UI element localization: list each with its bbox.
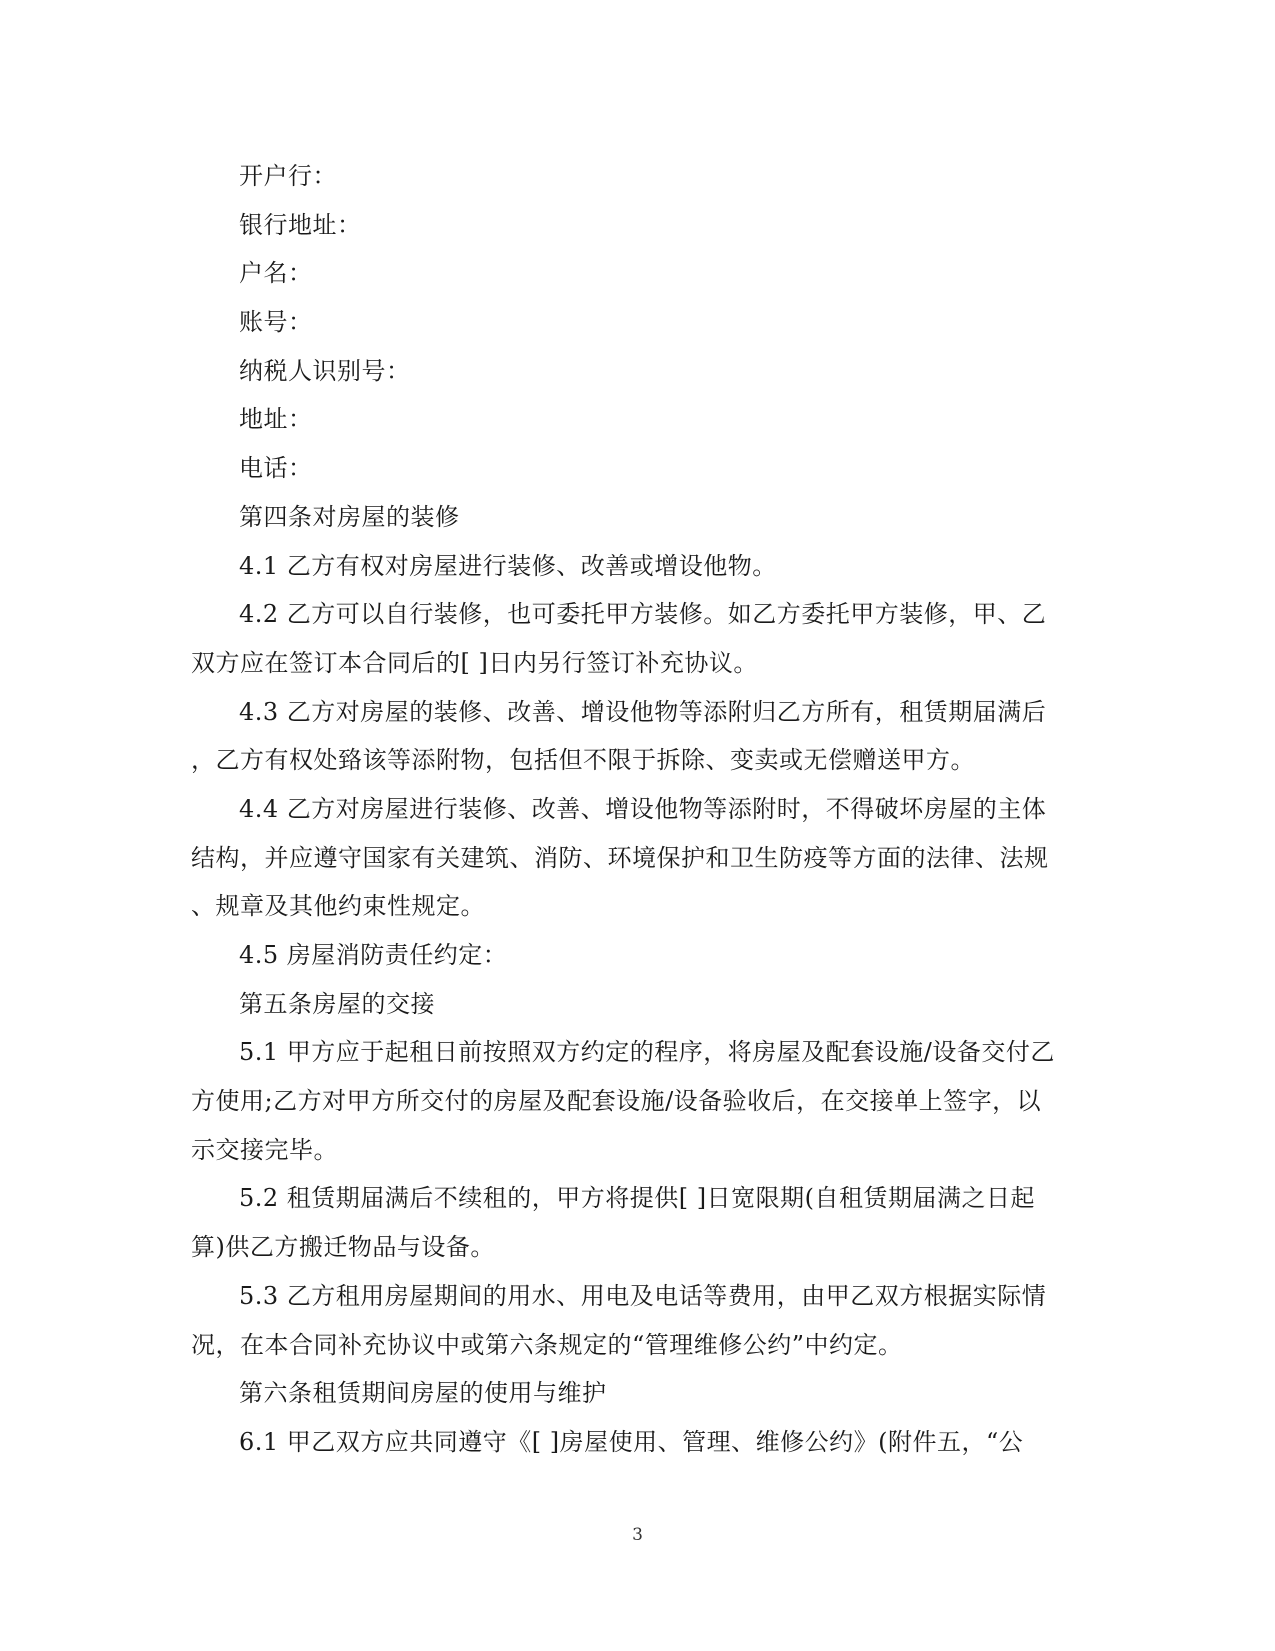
- clause-4-3-line-2: ，乙方有权处臵该等添附物，包括但不限于拆除、变卖或无偿赠送甲方。: [191, 746, 975, 775]
- clause-5-1-line-1: 5.1 甲方应于起租日前按照双方约定的程序，将房屋及配套设施/设备交付乙: [239, 1038, 1055, 1067]
- clause-6-1-line-1: 6.1 甲乙双方应共同遵守《[ ]房屋使用、管理、维修公约》(附件五，“公: [239, 1427, 1024, 1456]
- clause-5-2-line-1: 5.2 租赁期届满后不续租的，甲方将提供[ ]日宽限期(自租赁期届满之日起: [239, 1184, 1036, 1213]
- clause-4-3-line-1: 4.3 乙方对房屋的装修、改善、增设他物等添附归乙方所有，租赁期届满后: [239, 697, 1047, 726]
- field-bank: 开户行：: [239, 162, 337, 190]
- clause-5-1-line-2: 方使用;乙方对甲方所交付的房屋及配套设施/设备验收后，在交接单上签字，以: [191, 1087, 1042, 1116]
- clause-4-2-line-1: 4.2 乙方可以自行装修，也可委托甲方装修。如乙方委托甲方装修，甲、乙: [239, 600, 1047, 629]
- field-phone: 电话：: [239, 454, 313, 483]
- article-4-heading: 第四条对房屋的装修: [239, 502, 460, 531]
- field-account-name: 户名：: [239, 259, 313, 288]
- clause-4-1: 4.1 乙方有权对房屋进行装修、改善或增设他物。: [239, 551, 777, 580]
- clause-4-5: 4.5 房屋消防责任约定：: [239, 941, 508, 969]
- field-account-number: 账号：: [239, 308, 313, 337]
- article-5-heading: 第五条房屋的交接: [239, 989, 435, 1018]
- page-number: 3: [632, 1525, 643, 1545]
- field-bank-address: 银行地址：: [239, 210, 362, 239]
- clause-4-2-line-2: 双方应在签订本合同后的[ ]日内另行签订补充协议。: [191, 648, 758, 677]
- clause-5-3-line-1: 5.3 乙方租用房屋期间的用水、用电及电话等费用，由甲乙双方根据实际情: [239, 1281, 1047, 1310]
- clause-4-4-line-1: 4.4 乙方对房屋进行装修、改善、增设他物等添附时，不得破坏房屋的主体: [239, 794, 1047, 823]
- body-text: [191, 152, 1071, 1467]
- clause-4-4-line-2: 结构，并应遵守国家有关建筑、消防、环境保护和卫生防疫等方面的法律、法规: [191, 843, 1049, 872]
- field-taxpayer-id: 纳税人识别号：: [239, 356, 411, 385]
- clause-5-3-line-2: 况，在本合同补充协议中或第六条规定的“管理维修公约”中约定。: [191, 1330, 903, 1359]
- clause-4-4-line-3: 、规章及其他约束性规定。: [191, 892, 485, 921]
- clause-5-1-line-3: 示交接完毕。: [191, 1135, 338, 1164]
- clause-5-2-line-2: 算)供乙方搬迁物品与设备。: [191, 1233, 495, 1262]
- field-address: 地址：: [239, 405, 313, 434]
- article-6-heading: 第六条租赁期间房屋的使用与维护: [239, 1379, 607, 1408]
